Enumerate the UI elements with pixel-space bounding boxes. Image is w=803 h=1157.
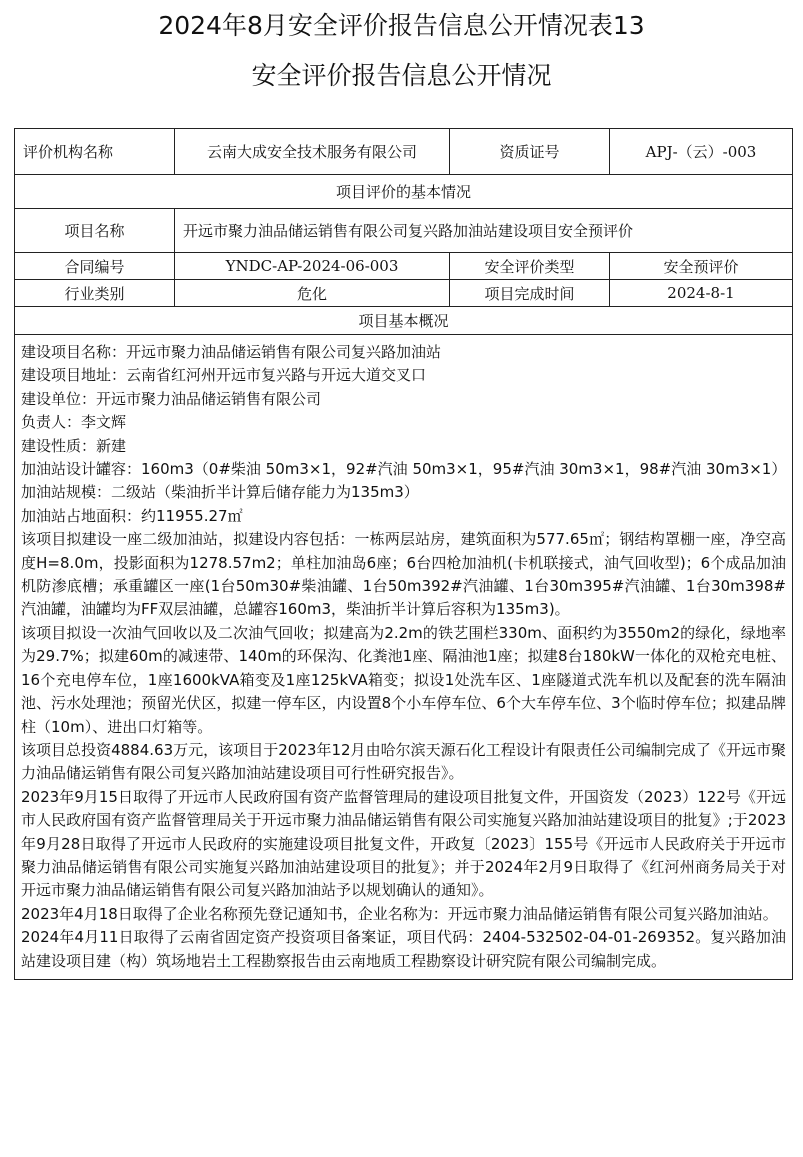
overview-line: 该项目拟设一次油气回收以及二次油气回收；拟建高为2.2m的铁艺围栏330m、面积约为3550m2的绿化，绿地率为29.7%；拟建60m的减速带、140m的环保沟、化粪池1座、隔油池1座；拟建8台180kW一体化的双枪充电桩、16个充电停车位，1座1600kVA箱变及1座125kVA箱变；拟设1处洗车区、1座隧道式洗车机以及配套的洗车隔油池、污水处理池；预留光伏区，拟建一停车区，内设置8个小车停车位、6个大车停车位、3个临时停车位；拟建品牌柱（10m）、进出口灯箱等。 [21, 623, 786, 736]
overview-line: 加油站占地面积：约11955.27㎡ [21, 506, 243, 525]
agency-value: 云南大成安全技术服务有限公司 [175, 129, 450, 175]
overview-content [15, 335, 793, 980]
industry-value: 危化 [175, 280, 450, 307]
document-title: 2024年8月安全评价报告信息公开情况表13 [158, 11, 645, 40]
overview-line: 建设项目名称：开远市聚力油品储运销售有限公司复兴路加油站 [21, 343, 442, 361]
disclosure-table [14, 128, 793, 980]
overview-line: 2023年9月15日取得了开远市人民政府国有资产监督管理局的建设项目批复文件，开国资发（2023）122号《开远市人民政府国有资产监督管理局关于开远市聚力油品储运销售有限公司实施复兴路加油站建设项目的批复》;于2023年9月28日取得了开远市人民政府的实施建设项目批复文件，开政复〔2023〕155号《开远市人民政府关于开远市聚力油品储运销售有限公司实施复兴路加油站建设项目的批复》；并于2024年2月9日取得了《红河州商务局关于对开远市聚力油品储运销售有限公司复兴路加油站予以规划确认的通知》。 [21, 787, 786, 900]
contract-value: YNDC-AP-2024-06-003 [175, 253, 450, 280]
document-subtitle: 安全评价报告信息公开情况 [251, 61, 552, 90]
overview-line: 2023年4月18日取得了企业名称预先登记通知书，企业名称为：开远市聚力油品储运销售有限公司复兴路加油站。 [21, 904, 778, 923]
section-overview: 项目基本概况 [15, 307, 793, 335]
overview-line: 该项目拟建设一座二级加油站，拟建设内容包括：一栋两层站房，建筑面积为577.65㎡；钢结构罩棚一座，净空高度H=8.0m，投影面积为1278.57m2；单柱加油岛6座；6台四枪加油机(卡机联接式，油气回收型)；6个成品加油机防渗底槽；承重罐区一座(1台50m30#柴油罐、1台50m392#汽油罐、1台30m395#汽油罐、1台30m398#汽油罐，油罐均为FF双层油罐，总罐容160m3，柴油折半计算后容积为135m3)。 [21, 530, 786, 619]
overview-line: 建设单位：开远市聚力油品储运销售有限公司 [21, 389, 322, 408]
overview-line: 负责人：李文辉 [21, 413, 127, 432]
overview-line: 该项目总投资4884.63万元，该项目于2023年12月由哈尔滨天源石化工程设计有限责任公司编制完成了《开远市聚力油品储运销售有限公司复兴路加油站建设项目可行性研究报告》。 [21, 740, 786, 783]
cert-value: APJ-（云）-003 [610, 129, 793, 175]
cert-label: 资质证号 [450, 129, 610, 175]
overview-line: 2024年4月11日取得了云南省固定资产投资项目备案证，项目代码：2404-532502-04-01-269352。复兴路加油站建设项目建（构）筑场地岩土工程勘察报告由云南地质工程勘察设计研究院有限公司编制完成。 [21, 928, 786, 970]
overview-line: 加油站设计罐容：160m3（0#柴油 50m3×1，92#汽油 50m3×1，95#汽油 30m3×1，98#汽油 30m3×1） [21, 460, 787, 479]
agency-label: 评价机构名称 [15, 129, 175, 175]
contract-label: 合同编号 [15, 253, 175, 280]
overview-line: 建设性质：新建 [21, 436, 127, 455]
completion-value: 2024-8-1 [610, 280, 793, 307]
eval-type-value: 安全预评价 [610, 253, 793, 280]
industry-label: 行业类别 [15, 280, 175, 307]
overview-line: 建设项目地址：云南省红河州开远市复兴路与开远大道交叉口 [21, 366, 427, 385]
overview-line: 加油站规模：二级站（柴油折半计算后储存能力为135m3） [21, 483, 419, 502]
section-basic-info: 项目评价的基本情况 [15, 175, 793, 209]
eval-type-label: 安全评价类型 [450, 253, 610, 280]
project-name-label: 项目名称 [15, 209, 175, 253]
project-name-value: 开远市聚力油品储运销售有限公司复兴路加油站建设项目安全预评价 [175, 209, 793, 253]
completion-label: 项目完成时间 [450, 280, 610, 307]
